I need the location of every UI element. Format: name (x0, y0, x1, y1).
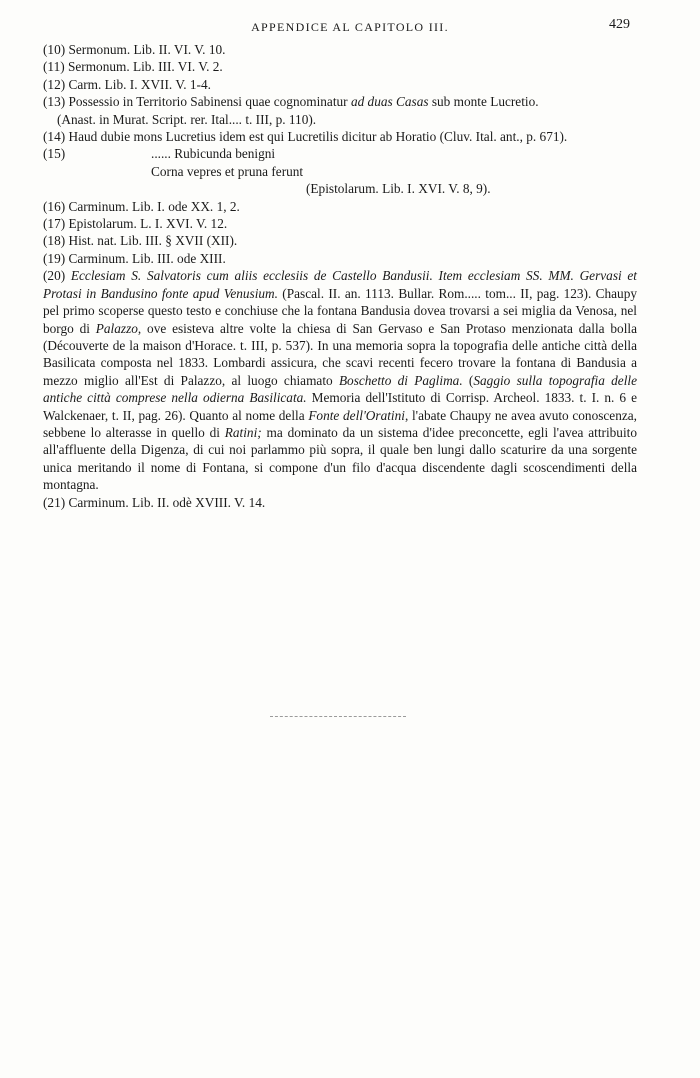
page-header (0, 17, 700, 37)
note-20-text-2: , ove esisteva altre volte la chiesa di San Gervaso e San Protaso menzionata dalla bolla (Découverte de la maison d'Horace. t. III, p. 537). In una memoria sopra la topografia delle antiche città della Basilicata composta nel 1833. Lombardi assicura, che scavi recenti fecero trovare la fontana di Bandusia a mezzo miglio all'Est di Palazzo, al luogo chiamato (43, 320, 637, 388)
note-13-source: (Anast. in Murat. Script. rer. Ital.... t. III, p. 110). (57, 111, 317, 127)
note-20-text-4: Memoria dell'Istituto di Corrisp. Archeol. 1833. t. I. n. 6 e Walckenaer, t. II, pag. 26). Quanto al nome della (43, 390, 637, 423)
note-19: (19) Carminum. Lib. III. ode XIII. (43, 250, 226, 266)
note-12: (12) Carm. Lib. I. XVII. V. 1-4. (43, 76, 211, 92)
note-20-saggio-title: Saggio sulla topografia delle antiche città comprese nella odierna Basilicata. (43, 372, 637, 406)
note-20-palazzo: Palazzo (95, 320, 138, 336)
note-15 (43, 145, 637, 162)
section-rule (270, 716, 406, 717)
note-18: (18) Hist. nat. Lib. III. § XVII (XII). (43, 233, 238, 249)
note-13-text: (13) Possessio in Territorio Sabinensi quae cognominatur (43, 94, 351, 110)
note-20-number: (20) (43, 268, 71, 284)
note-15-verse-2: Corna vepres et pruna ferunt (151, 163, 304, 179)
note-20-text-3: ( (462, 372, 474, 388)
note-21: (21) Carminum. Lib. II. odè XVIII. V. 14. (43, 494, 266, 510)
note-20-fonte-name: Fonte dell'Oratini (308, 407, 405, 423)
page-number: 429 (609, 17, 630, 32)
note-20-text-6: ma dominato da un sistema d'idee preconcette, egli l'avea attribuito all'affluente della Digenza, di cui noi parlammo più sopra, il quale ben lungi dallo scaturire da una sorgente unica meritando il nome di Fontana, si compone d'un filo d'acqua discendente dagli scoscendimenti della montagna. (43, 424, 637, 493)
note-15-verse-1: ...... Rubicunda benigni (151, 146, 276, 162)
note-20-boschetto: Boschetto di Paglima. (338, 372, 463, 388)
note-14: (14) Haud dubie mons Lucretius idem est qui Lucretilis dicitur ab Horatio (Cluv. Ital. ant., p. 671). (43, 129, 568, 145)
note-20-text-1: (Pascal. II. an. 1113. Bullar. Rom..... tom... II, pag. 123). Chaupy pel primo scoperse questo testo e conchiuse che la fontana Bandusia dovea trovarsi a sei miglia da Venosa, nel borgo di (43, 285, 637, 336)
note-20-text-5: , l'abate Chaupy ne avea avuto conoscenza, sebbene lo alterasse in quello di (43, 407, 637, 440)
note-13-end: sub monte Lucretio. (428, 94, 539, 110)
note-15-number: (15) (43, 146, 66, 162)
note-20-ratini: Ratini; (224, 424, 262, 440)
note-13 (43, 93, 637, 110)
note-11: (11) Sermonum. Lib. III. VI. V. 2. (43, 59, 223, 75)
running-title: APPENDICE AL CAPITOLO III. (251, 20, 449, 34)
note-17: (17) Epistolarum. L. I. XVI. V. 12. (43, 216, 228, 232)
note-16: (16) Carminum. Lib. I. ode XX. 1, 2. (43, 198, 240, 214)
note-15-source: (Epistolarum. Lib. I. XVI. V. 8, 9). (306, 181, 491, 197)
note-10: (10) Sermonum. Lib. II. VI. V. 10. (43, 42, 226, 57)
note-13-italic: ad duas Casas (350, 94, 429, 110)
note-20-latin-quote: Ecclesiam S. Salvatoris cum aliis ecclesiis de Castello Bandusii. Item ecclesiam SS. MM. Gervasi et Protasi in Bandusino fonte apud Venusium. (43, 268, 638, 301)
note-20 (43, 267, 637, 493)
footnotes-body (43, 41, 637, 511)
